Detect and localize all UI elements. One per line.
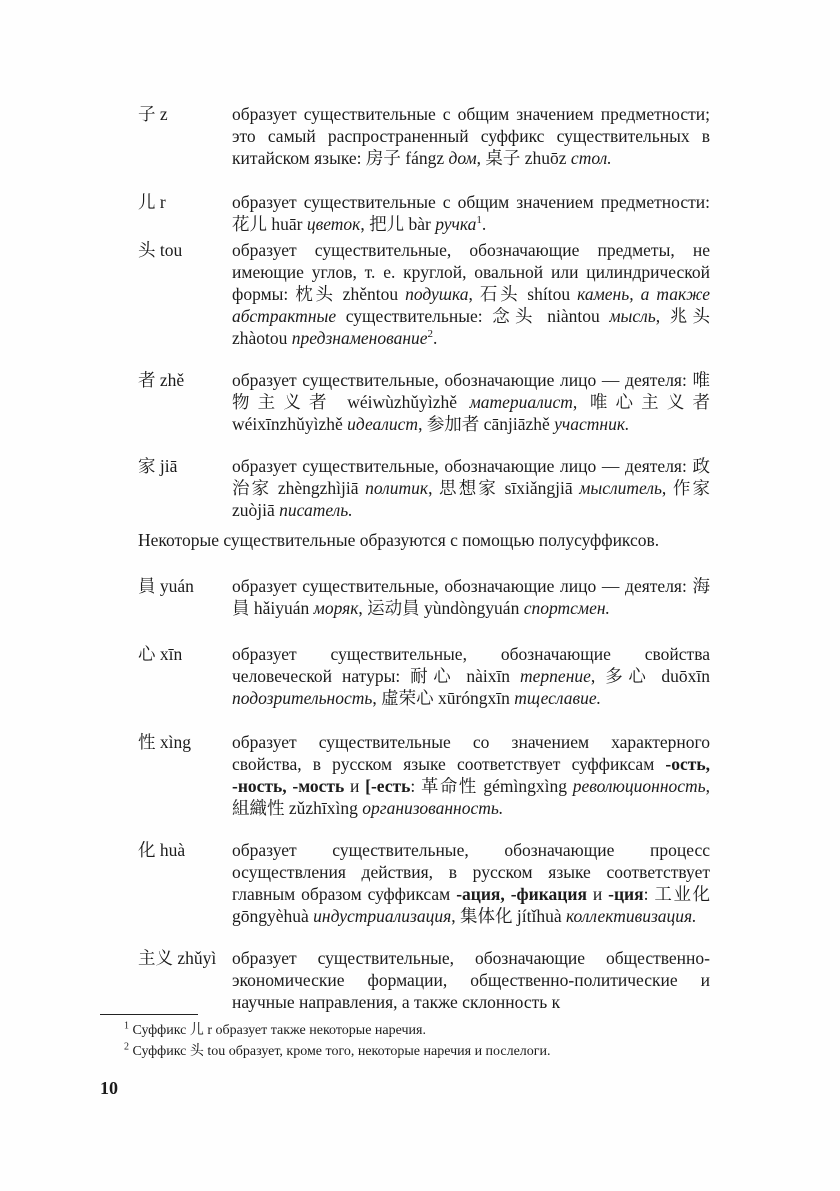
entry-term: 子 z (138, 104, 168, 124)
entry-definition: образует существительные, обозначающие предметы, не имеющие углов, т. е. круглой, овальной или цилиндрической формы: 枕头 zhěntou подушка, 石头 shítou камень, а также абстрактные существительные: 念头 niàntou мысль, 兆头 zhàotou предзнаменование$^2$. (232, 240, 710, 348)
entry-term: 头 tou (138, 240, 183, 260)
entry-term: 主义 zhǔyì (138, 948, 217, 968)
footnote-ref: 1 (476, 214, 482, 227)
entry-definition: образует существительные, обозначающие лицо — деятеля: 唯物主义者 wéiwùzhǔyìzhě материалист, 唯心主义者 wéixīnzhǔyìzhě идеалист, 参加者 cānjiāzhě участник. (232, 370, 710, 434)
entry-term: 者 zhě (138, 370, 185, 390)
semi-suffix-paragraph: Некоторые существительные образуются с помощью полусуффиксов. (138, 530, 660, 550)
entry-definition: образует существительные, обозначающие лицо — деятеля: 海員 hǎiyuán моряк, 运动員 yùndòngyuán спортсмен. (232, 576, 710, 618)
footnote-divider (100, 1014, 198, 1015)
entry-term: 心 xīn (138, 644, 183, 664)
entry-definition: образует существительные со значением характерного свойства, в русском языке соответствует суффиксам -ость, -ность, -мость и [-есть: 革命性 gémìngxìng революционность, 組織性 zǔzhīxìng организованность. (232, 732, 710, 818)
entry-definition: образует существительные, обозначающие свойства человеческой натуры: 耐心 nàixīn терпение, 多心 duōxīn подозрительность, 虛荣心 xūróngxīn тщеславие. (232, 644, 710, 708)
entry-term: 化 huà (138, 840, 186, 860)
entry-definition: образует существительные с общим значением предметности: 花儿 huār цветок, 把儿 bàr ручка$^1$. (232, 192, 710, 234)
footnote-ref: 2 (427, 328, 434, 341)
entry-definition: образует существительные с общим значением предметности; это самый распространенный суффикс существительных в китайском языке: 房子 fángz дом, 桌子 zhuōz стол. (232, 104, 710, 168)
entry-term: 員 yuán (138, 576, 194, 596)
footnote-2: $^2$ Суффикс 头 tou образует, кроме того, некоторые наречия и послелоги. (124, 1041, 551, 1059)
footnote-1: $^1$ Суффикс 儿 r образует также некоторые наречия. (124, 1020, 426, 1038)
entry-definition: образует существительные, обозначающие процесс осуществления действия, в русском языке соответствует главным образом суффиксам -ация, -фикация и -ция: 工业化 gōngyèhuà индустриализация, 集体化 jítǐhuà коллективизация. (232, 840, 710, 926)
entry-definition: образует существительные, обозначающие общественно-экономические формации, общественно-политические и научные направления, а также склонность к (232, 948, 710, 1012)
entry-term: 性 xìng (138, 732, 191, 752)
entry-definition: образует существительные, обозначающие лицо — деятеля: 政治家 zhèngzhìjiā политик, 思想家 sīxiǎngjiā мыслитель, 作家 zuòjiā писатель. (232, 456, 711, 520)
page-number: 10 (100, 1078, 118, 1098)
entry-term: 家 jiā (138, 456, 178, 476)
entry-term: 儿 r (138, 192, 166, 212)
